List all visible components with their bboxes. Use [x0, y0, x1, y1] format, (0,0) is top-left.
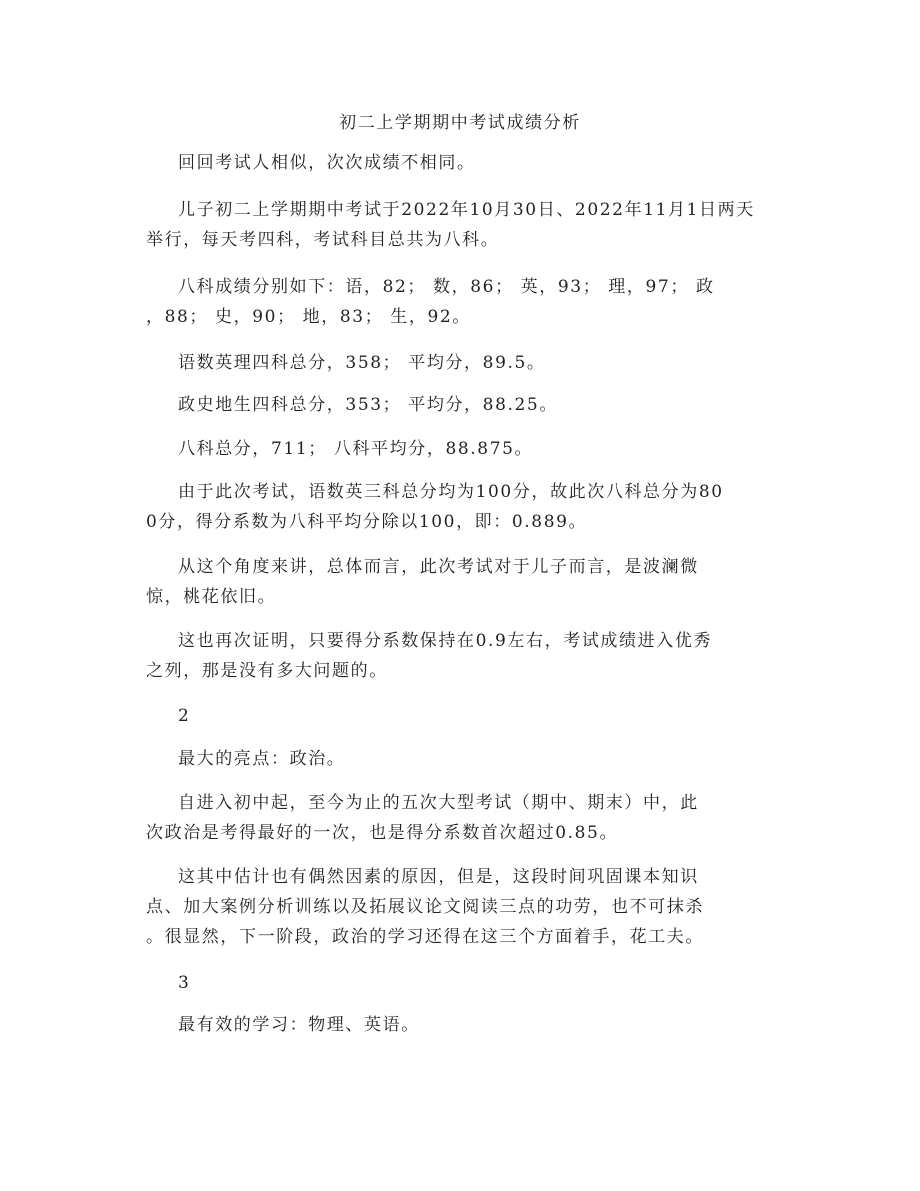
paragraph-continuation-line: 举行，每天考四科，考试科目总共为八科。 — [146, 230, 500, 250]
paragraph-continuation-line: 0分，得分系数为八科平均分除以100，即：0.889。 — [146, 512, 588, 532]
paragraph-line: 2 — [178, 706, 191, 726]
paragraph-continuation-line: 之列，那是没有多大问题的。 — [146, 661, 388, 681]
paragraph-line: 政史地生四科总分，353； 平均分，88.25。 — [178, 395, 558, 415]
paragraph-continuation-line: 次政治是考得最好的一次，也是得分系数首次超过0.85。 — [146, 823, 619, 843]
paragraph-line: 回回考试人相似，次次成绩不相同。 — [178, 153, 476, 173]
paragraph-line: 语数英理四科总分，358； 平均分，89.5。 — [178, 353, 546, 373]
paragraph-line: 由于此次考试，语数英三科总分均为100分，故此次八科总分为80 — [178, 482, 724, 502]
document-title: 初二上学期期中考试成绩分析 — [339, 113, 581, 133]
paragraph-line: 从这个角度来讲，总体而言，此次考试对于儿子而言，是波澜微 — [178, 557, 699, 577]
paragraph-line: 这也再次证明，只要得分系数保持在0.9左右，考试成绩进入优秀 — [178, 631, 713, 651]
paragraph-line: 自进入初中起，至今为止的五次大型考试（期中、期末）中，此 — [178, 793, 699, 813]
paragraph-continuation-line: 。很显然，下一阶段，政治的学习还得在这三个方面着手，花工夫。 — [146, 927, 704, 947]
paragraph-line: 最有效的学习：物理、英语。 — [178, 1015, 420, 1035]
paragraph-line: 3 — [178, 973, 191, 993]
paragraph-line: 八科成绩分别如下：语，82； 数，86； 英，93； 理，97； 政 — [178, 277, 715, 297]
paragraph-line: 八科总分，711； 八科平均分，88.875。 — [178, 439, 534, 459]
paragraph-continuation-line: 惊，桃花依旧。 — [146, 587, 277, 607]
paragraph-continuation-line: ，88； 史，90； 地，83； 生，92。 — [146, 307, 471, 327]
paragraph-continuation-line: 点、加大案例分析训练以及拓展议论文阅读三点的功劳，也不可抹杀 — [146, 897, 704, 917]
paragraph-line: 这其中估计也有偶然因素的原因，但是，这段时间巩固课本知识 — [178, 867, 699, 887]
paragraph-line: 最大的亮点：政治。 — [178, 749, 346, 769]
paragraph-line: 儿子初二上学期期中考试于2022年10月30日、2022年11月1日两天 — [178, 200, 755, 220]
